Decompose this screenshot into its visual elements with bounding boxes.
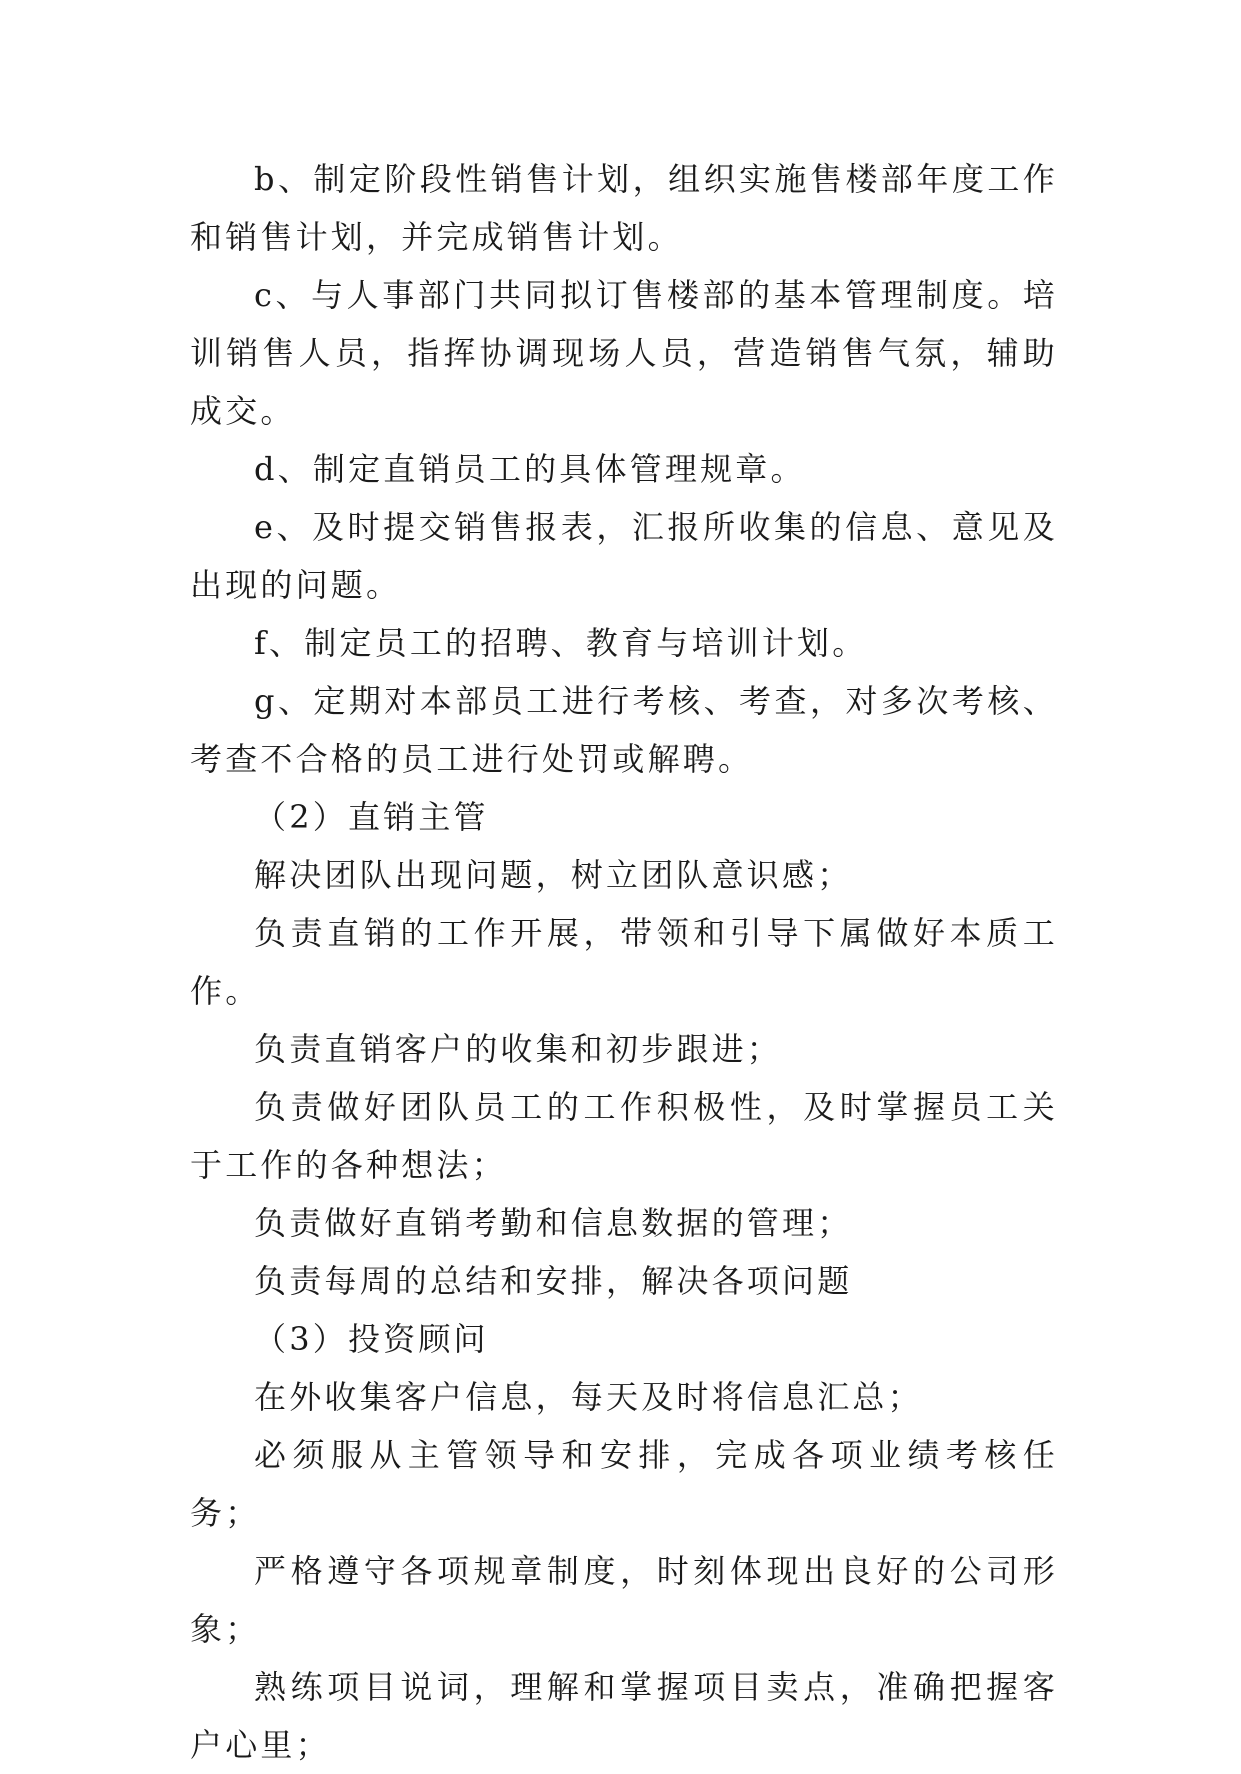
list-item: 负责直销客户的收集和初步跟进；: [254, 1030, 783, 1068]
paragraph-g: g、定期对本部员工进行考核、考查，对多次考核、考查不合格的员工进行处罚或解聘。: [190, 682, 1058, 778]
paragraph-b: b、制定阶段性销售计划，组织实施售楼部年度工作和销售计划，并完成销售计划。: [190, 160, 1058, 256]
paragraph-e: e、及时提交销售报表，汇报所收集的信息、意见及出现的问题。: [190, 508, 1058, 604]
paragraph-f: f、制定员工的招聘、教育与培训计划。: [254, 624, 868, 662]
list-item: 严格遵守各项规章制度，时刻体现出良好的公司形象；: [190, 1552, 1058, 1648]
list-item: 熟练项目说词，理解和掌握项目卖点，准确把握客户心里；: [190, 1668, 1058, 1764]
paragraph-c: c、与人事部门共同拟订售楼部的基本管理制度。培训销售人员，指挥协调现场人员，营造销售气氛，辅助成交。: [190, 276, 1058, 430]
list-item: 必须服从主管领导和安排，完成各项业绩考核任务；: [190, 1436, 1058, 1532]
document-body: [190, 150, 1058, 1774]
list-item: 负责每周的总结和安排，解决各项问题: [254, 1262, 853, 1300]
list-item: 解决团队出现问题，树立团队意识感；: [254, 856, 853, 894]
section-heading-direct-sales-supervisor: （2）直销主管: [254, 798, 489, 836]
list-item: 负责直销的工作开展，带领和引导下属做好本质工作。: [190, 914, 1058, 1010]
list-item: 在外收集客户信息，每天及时将信息汇总；: [254, 1378, 923, 1416]
paragraph-d: d、制定直销员工的具体管理规章。: [254, 450, 806, 488]
list-item: 负责做好直销考勤和信息数据的管理；: [254, 1204, 853, 1242]
section-heading-investment-advisor: （3）投资顾问: [254, 1320, 489, 1358]
list-item: 负责做好团队员工的工作积极性，及时掌握员工关于工作的各种想法；: [190, 1088, 1058, 1184]
